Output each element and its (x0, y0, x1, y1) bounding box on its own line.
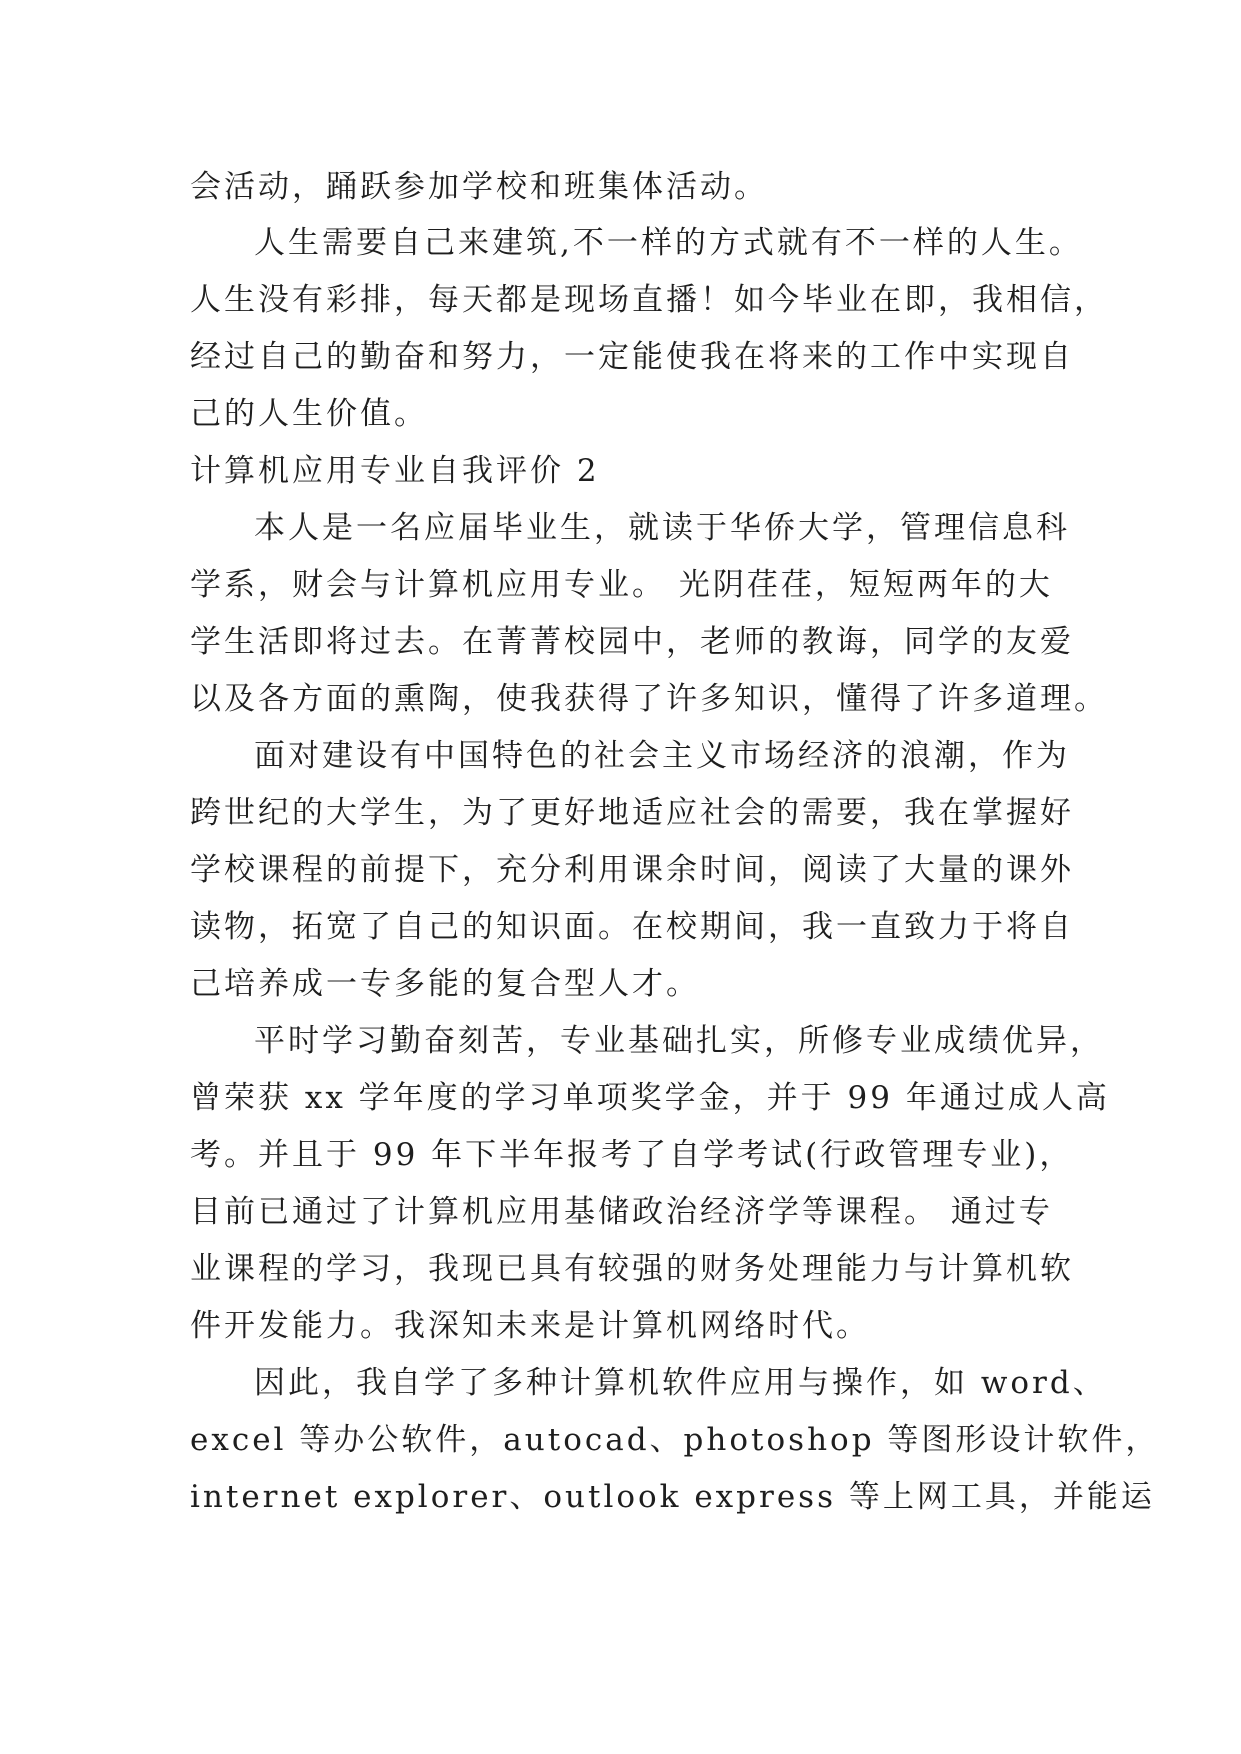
text-line: 曾荣获 xx 学年度的学习单项奖学金，并于 99 年通过成人高 (190, 1080, 1110, 1116)
text-line: 面对建设有中国特色的社会主义市场经济的浪潮，作为 (254, 738, 1070, 774)
text-line: 人生需要自己来建筑,不一样的方式就有不一样的人生。 (254, 225, 1083, 261)
section-heading: 计算机应用专业自我评价 2 (190, 453, 600, 489)
text-line: 读物，拓宽了自己的知识面。在校期间，我一直致力于将自 (190, 909, 1074, 945)
text-line: 平时学习勤奋刻苦，专业基础扎实，所修专业成绩优异， (254, 1023, 1104, 1059)
text-line: excel 等办公软件，autocad、photoshop 等图形设计软件， (190, 1422, 1160, 1458)
text-line: 会活动，踊跃参加学校和班集体活动。 (190, 169, 768, 205)
text-line: 人生没有彩排，每天都是现场直播！如今毕业在即，我相信， (190, 282, 1108, 318)
text-line: 学生活即将过去。在菁菁校园中，老师的教诲，同学的友爱 (190, 624, 1074, 660)
text-line: 件开发能力。我深知未来是计算机网络时代。 (190, 1308, 870, 1344)
text-line: internet explorer、outlook express 等上网工具，并能运 (190, 1479, 1155, 1515)
text-line: 目前已通过了计算机应用基储政治经济学等课程。 通过专 (190, 1194, 1053, 1230)
text-line: 以及各方面的熏陶，使我获得了许多知识，懂得了许多道理。 (190, 681, 1108, 717)
text-line: 因此，我自学了多种计算机软件应用与操作，如 word、 (254, 1365, 1107, 1401)
text-line: 考。并且于 99 年下半年报考了自学考试(行政管理专业)， (190, 1137, 1074, 1173)
text-line: 经过自己的勤奋和努力，一定能使我在将来的工作中实现自 (190, 339, 1074, 375)
text-line: 跨世纪的大学生，为了更好地适应社会的需要，我在掌握好 (190, 795, 1074, 831)
text-line: 己培养成一专多能的复合型人才。 (190, 966, 700, 1002)
text-line: 学校课程的前提下，充分利用课余时间，阅读了大量的课外 (190, 852, 1074, 888)
text-line: 本人是一名应届毕业生，就读于华侨大学，管理信息科 (254, 510, 1070, 546)
text-line: 学系，财会与计算机应用专业。 光阴荏荏，短短两年的大 (190, 567, 1053, 603)
text-line: 己的人生价值。 (190, 396, 428, 432)
text-line: 业课程的学习，我现已具有较强的财务处理能力与计算机软 (190, 1251, 1074, 1287)
